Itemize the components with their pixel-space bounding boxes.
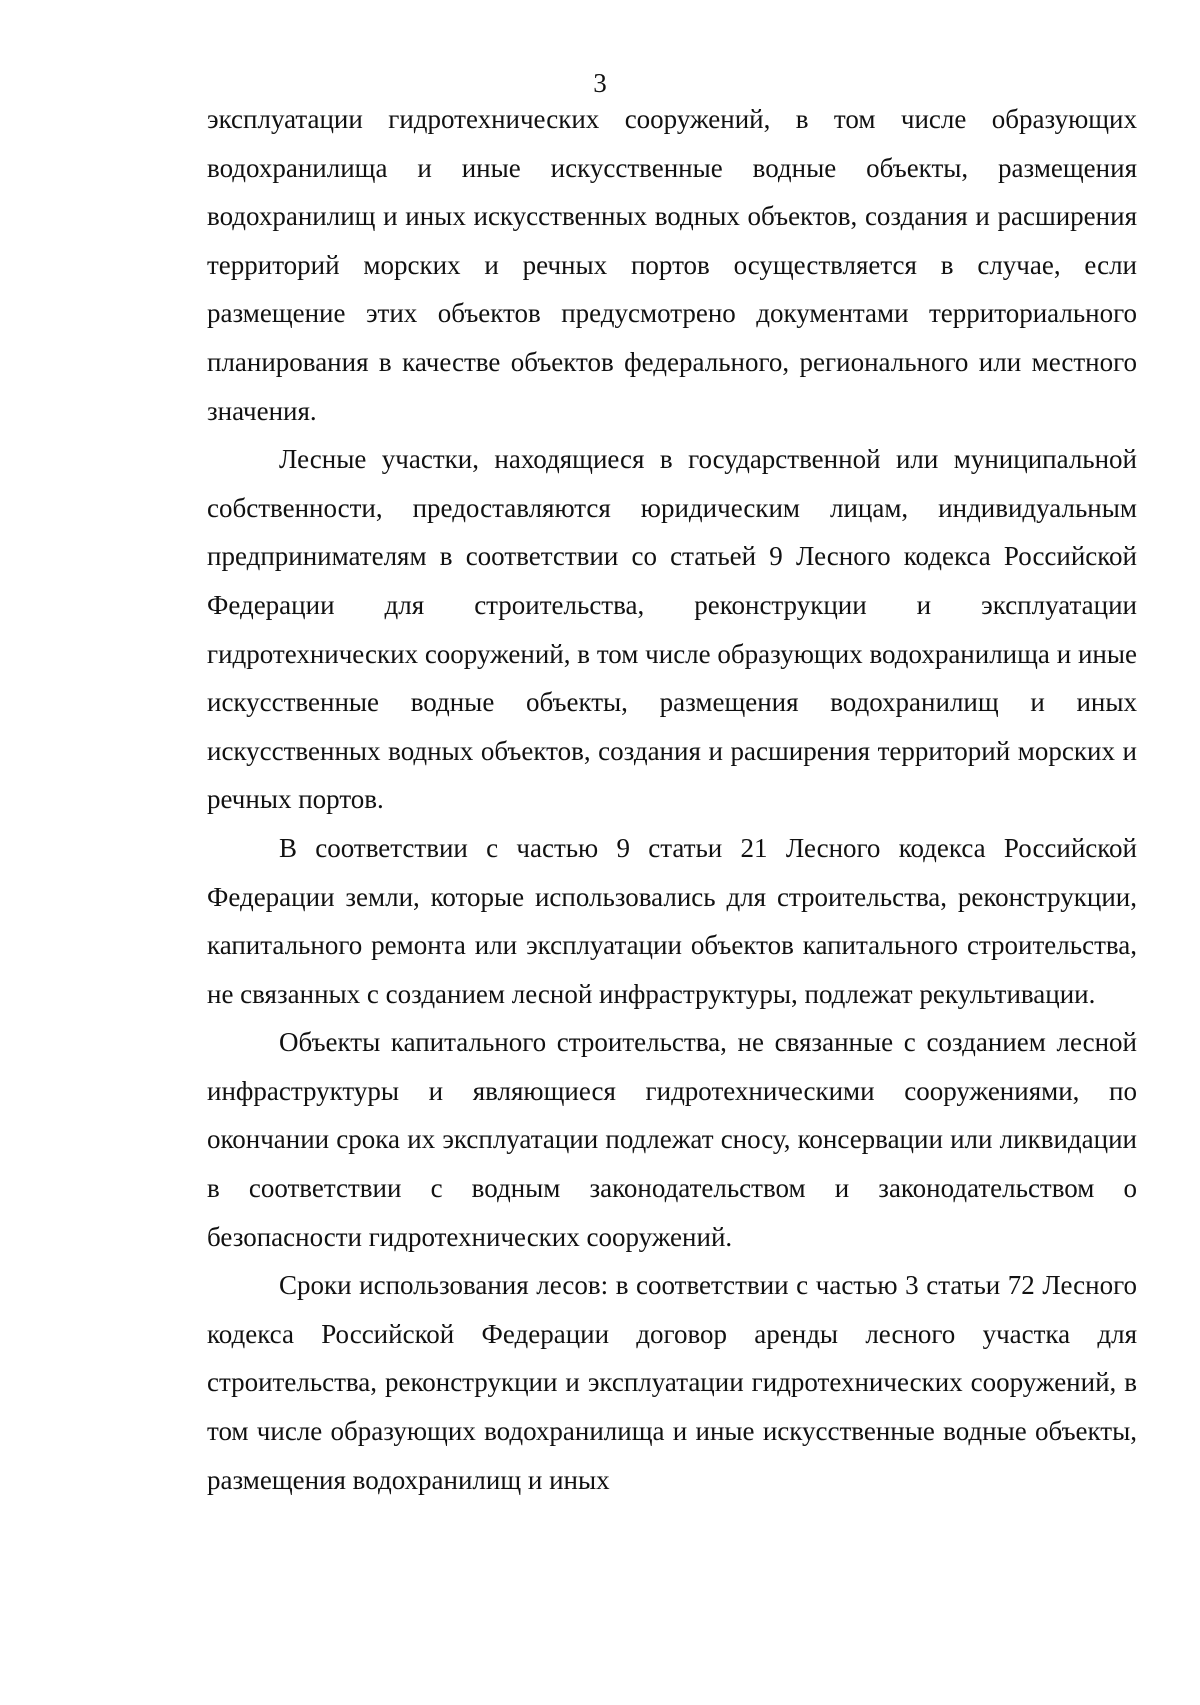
document-body (207, 95, 1137, 1504)
paragraph-usage-terms: Сроки использования лесов: в соответствии с частью 3 статьи 72 Лесного кодекса Российской Федерации договор аренды лесного участка для строительства, реконструкции и эксплуатации гидротехнических сооружений, в том числе образующих водохранилища и иные искусственные водные объекты, размещения водохранилищ и иных (207, 1270, 1137, 1495)
paragraph-recultivation: В соответствии с частью 9 статьи 21 Лесного кодекса Российской Федерации земли, которые использовались для строительства, реконструкции, капитального ремонта или эксплуатации объектов капитального строительства, не связанных с созданием лесной инфраструктуры, подлежат рекультивации. (207, 832, 1137, 1009)
paragraph-forest-plots: Лесные участки, находящиеся в государственной или муниципальной собственности, предоставляются юридическим лицам, индивидуальным предпринимателям в соответствии со статьей 9 Лесного кодекса Российской Федерации для строительства, реконструкции и эксплуатации гидротехнических сооружений, в том числе образующих водохранилища и иные искусственные водные объекты, размещения водохранилищ и иных искусственных водных объектов, создания и расширения территорий морских и речных портов. (207, 444, 1137, 815)
page-number: 3 (593, 68, 607, 98)
paragraph-continuation: эксплуатации гидротехнических сооружений, в том числе образующих водохранилища и иные искусственные водные объекты, размещения водохранилищ и иных искусственных водных объектов, создания и расширения территорий морских и речных портов осуществляется в случае, если размещение этих объектов предусмотрено документами территориального планирования в качестве объектов федерального, регионального или местного значения. (207, 104, 1137, 426)
paragraph-capital-objects: Объекты капитального строительства, не связанные с созданием лесной инфраструктуры и являющиеся гидротехническими сооружениями, по окончании срока их эксплуатации подлежат сносу, консервации или ликвидации в соответствии с водным законодательством и законодательством о безопасности гидротехнических сооружений. (207, 1027, 1137, 1252)
